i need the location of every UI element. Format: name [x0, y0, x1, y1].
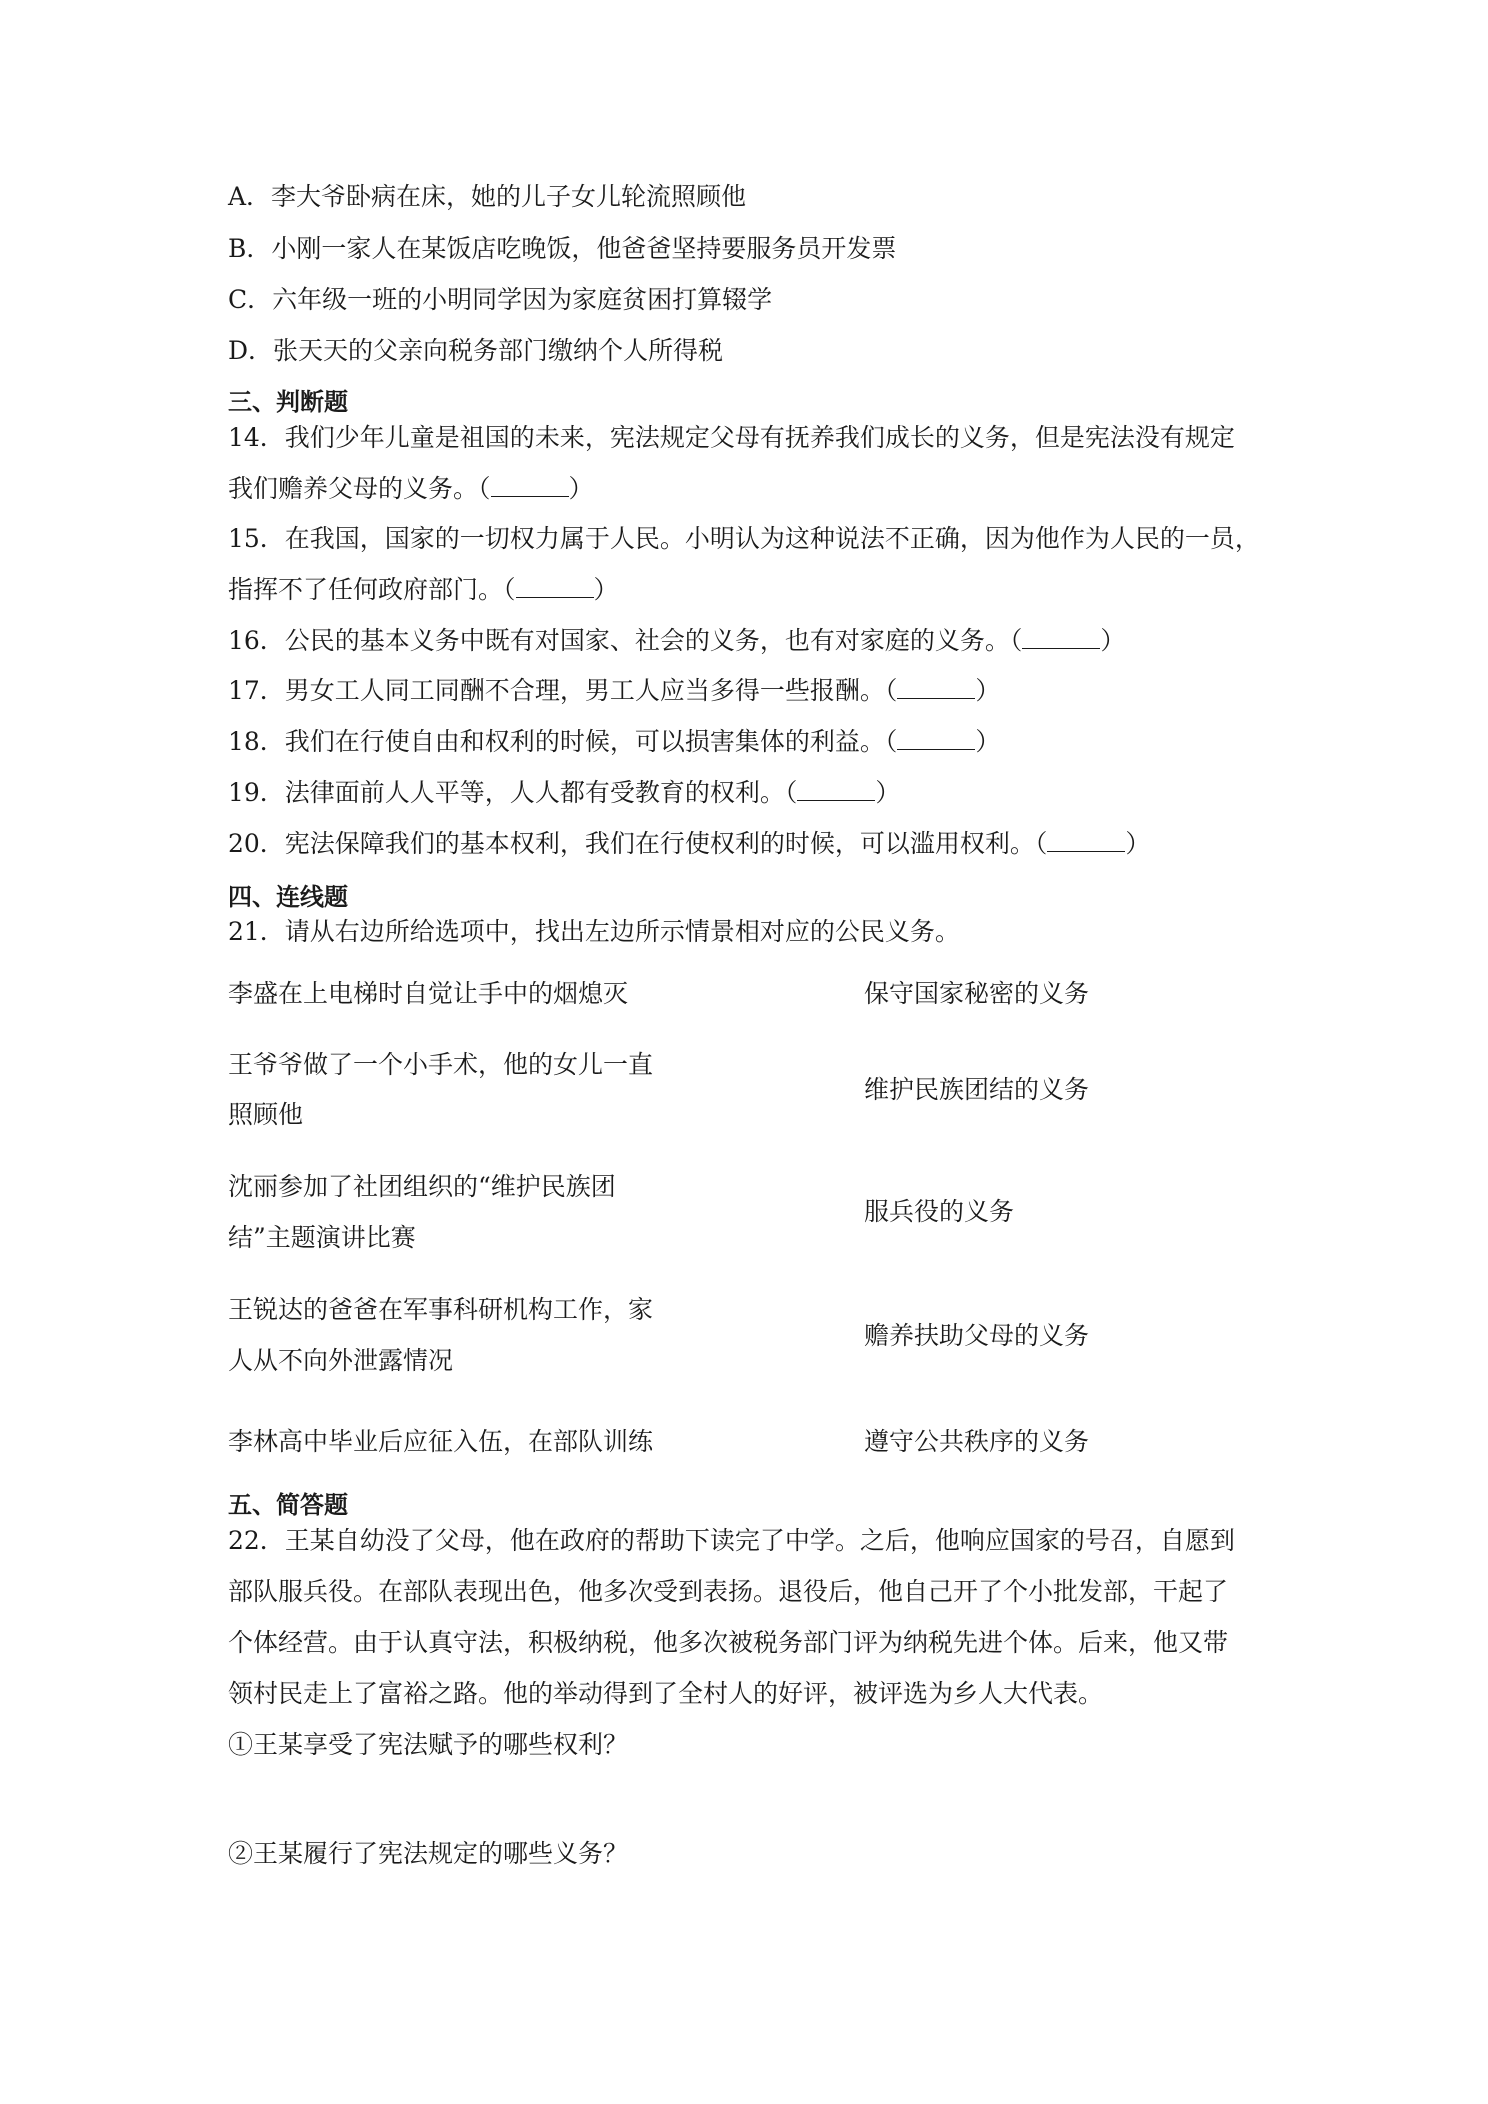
match-left-item-3-line1[interactable]: 沈丽参加了社团组织的“维护民族团 [228, 1172, 616, 1201]
paren-close: ） [1100, 626, 1126, 655]
match-right-item-2[interactable]: 维护民族团结的义务 [864, 1075, 1090, 1104]
question-19 [228, 776, 900, 810]
question-16 [228, 624, 1125, 658]
paren-close: ） [1125, 829, 1151, 858]
answer-blank-15[interactable] [516, 573, 594, 598]
match-left-item-2-line2[interactable]: 照顾他 [228, 1100, 304, 1129]
option-c: C．六年级一班的小明同学因为家庭贫困打算辍学 [228, 285, 773, 314]
question-17-text: 17．男女工人同工同酬不合理，男工人应当多得一些报酬。（ [228, 676, 898, 705]
question-22-line1: 22．王某自幼没了父母，他在政府的帮助下读完了中学。之后，他响应国家的号召，自愿到 [228, 1526, 1235, 1555]
question-14-line2 [228, 472, 594, 506]
sub-question-1: ①王某享受了宪法赋予的哪些权利？ [228, 1730, 629, 1759]
match-right-item-4[interactable]: 赡养扶助父母的义务 [864, 1321, 1090, 1350]
answer-blank-14[interactable] [491, 472, 569, 497]
paren-close: ） [975, 727, 1001, 756]
paren-close: ） [875, 778, 901, 807]
question-16-text: 16．公民的基本义务中既有对国家、社会的义务，也有对家庭的义务。（ [228, 626, 1023, 655]
sub-question-2: ②王某履行了宪法规定的哪些义务？ [228, 1839, 629, 1868]
match-right-item-1[interactable]: 保守国家秘密的义务 [864, 979, 1090, 1008]
question-15-text: 指挥不了任何政府部门。（ [228, 575, 516, 604]
answer-blank-17[interactable] [897, 674, 975, 699]
question-20 [228, 827, 1150, 861]
question-17 [228, 674, 1000, 708]
answer-blank-20[interactable] [1047, 827, 1125, 852]
match-right-item-5[interactable]: 遵守公共秩序的义务 [864, 1427, 1090, 1456]
paren-close: ） [568, 474, 594, 503]
question-22-line3: 个体经营。由于认真守法，积极纳税，他多次被税务部门评为纳税先进个体。后来，他又带 [228, 1628, 1229, 1657]
answer-blank-18[interactable] [897, 725, 975, 750]
question-19-text: 19．法律面前人人平等，人人都有受教育的权利。（ [228, 778, 798, 807]
question-15-line2 [228, 573, 619, 607]
question-14-line1: 14．我们少年儿童是祖国的未来，宪法规定父母有抚养我们成长的义务，但是宪法没有规定 [228, 423, 1235, 452]
question-22-line4: 领村民走上了富裕之路。他的举动得到了全村人的好评，被评选为乡人大代表。 [228, 1679, 1104, 1708]
answer-blank-16[interactable] [1022, 624, 1100, 649]
match-left-item-4-line2[interactable]: 人从不向外泄露情况 [228, 1346, 454, 1375]
answer-blank-19[interactable] [797, 776, 875, 801]
question-21: 21．请从右边所给选项中，找出左边所示情景相对应的公民义务。 [228, 917, 960, 946]
section-title-short-answer: 五、简答题 [228, 1491, 348, 1519]
question-22-line2: 部队服兵役。在部队表现出色，他多次受到表扬。退役后，他自己开了个小批发部，干起了 [228, 1577, 1229, 1606]
question-18-text: 18．我们在行使自由和权利的时候，可以损害集体的利益。（ [228, 727, 898, 756]
paren-close: ） [593, 575, 619, 604]
match-left-item-5[interactable]: 李林高中毕业后应征入伍，在部队训练 [228, 1427, 654, 1456]
question-15-line1: 15．在我国，国家的一切权力属于人民。小明认为这种说法不正确，因为他作为人民的一员， [228, 524, 1260, 553]
paren-close: ） [975, 676, 1001, 705]
match-left-item-1[interactable]: 李盛在上电梯时自觉让手中的烟熄灭 [228, 979, 629, 1008]
section-title-judgment: 三、判断题 [228, 388, 348, 416]
option-d: D．张天天的父亲向税务部门缴纳个人所得税 [228, 336, 724, 365]
section-title-matching: 四、连线题 [228, 883, 348, 911]
question-18 [228, 725, 1000, 759]
match-left-item-3-line2[interactable]: 结”主题演讲比赛 [228, 1223, 416, 1252]
question-20-text: 20．宪法保障我们的基本权利，我们在行使权利的时候，可以滥用权利。（ [228, 829, 1048, 858]
option-a: A．李大爷卧病在床，她的儿子女儿轮流照顾他 [228, 182, 747, 211]
match-left-item-4-line1[interactable]: 王锐达的爸爸在军事科研机构工作，家 [228, 1295, 654, 1324]
option-b: B．小刚一家人在某饭店吃晚饭，他爸爸坚持要服务员开发票 [228, 234, 897, 263]
question-14-text: 我们赡养父母的义务。（ [228, 474, 491, 503]
match-right-item-3[interactable]: 服兵役的义务 [864, 1197, 1015, 1226]
match-left-item-2-line1[interactable]: 王爷爷做了一个小手术，他的女儿一直 [228, 1050, 654, 1079]
